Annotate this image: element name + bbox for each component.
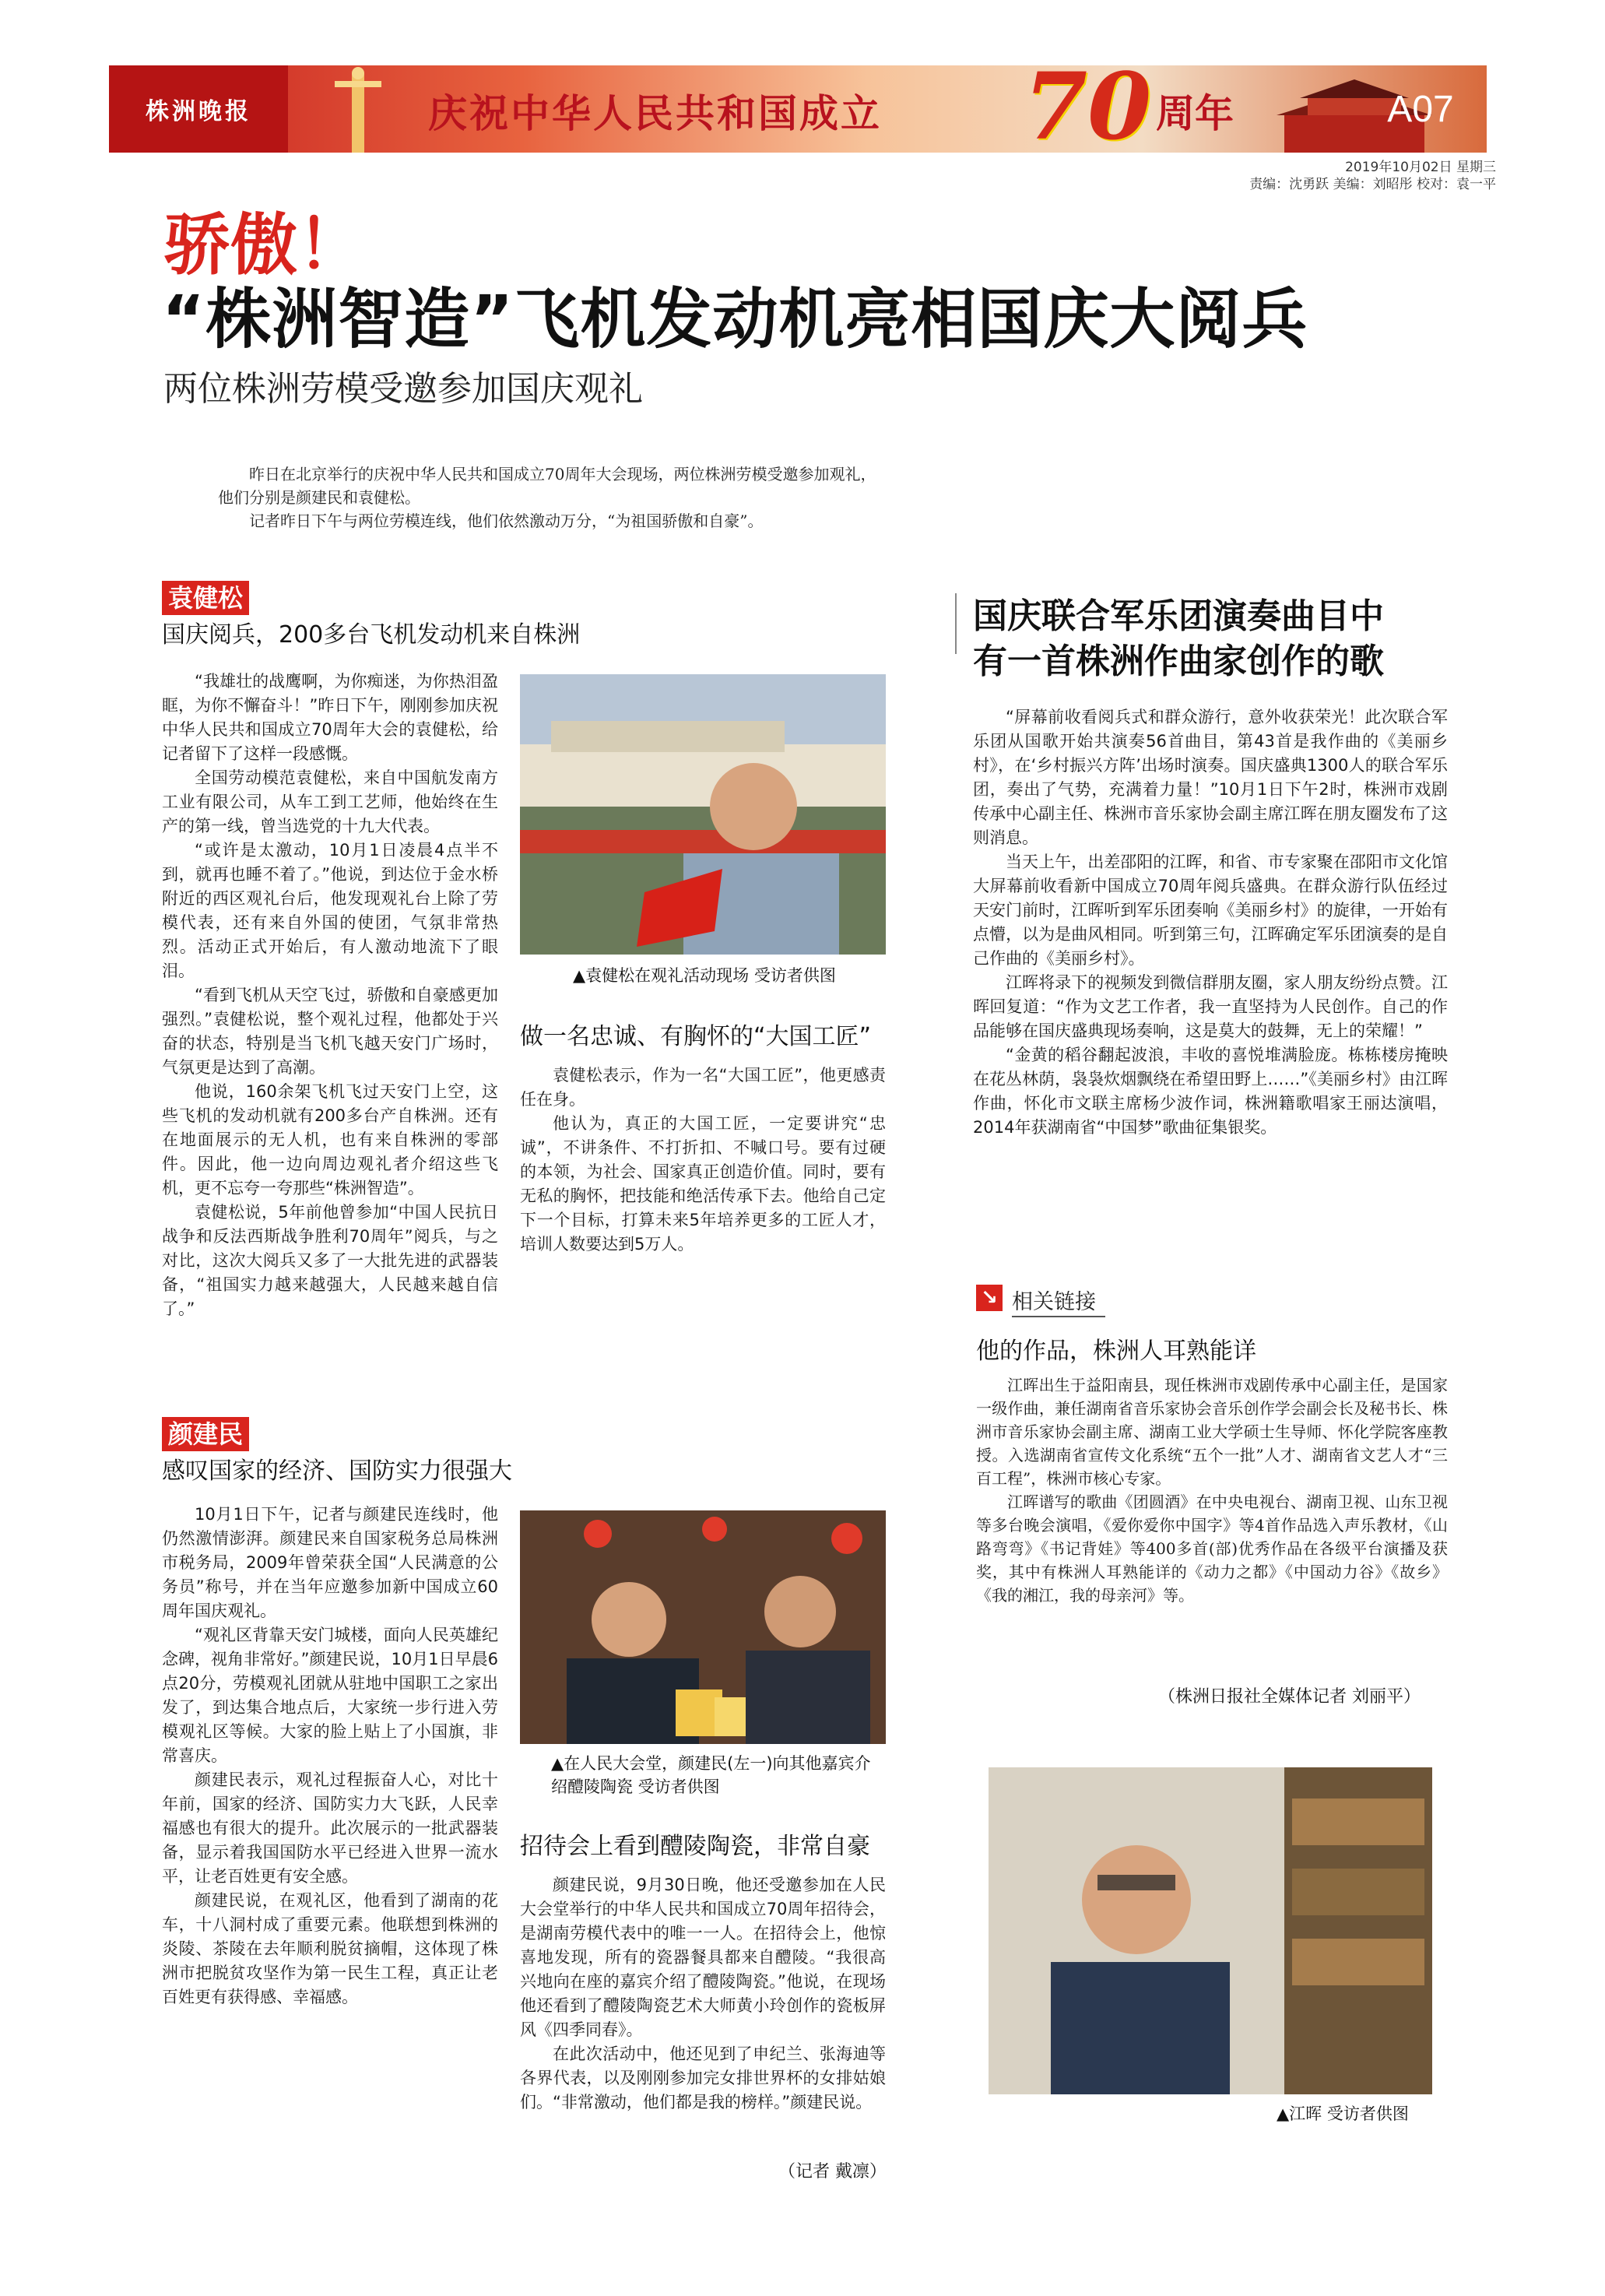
column-divider: [955, 593, 957, 654]
paragraph: 江晖将录下的视频发到微信群朋友圈，家人朋友纷纷点赞。江晖回复道：“作为文艺工作者，我一直坚持为人民创作。自己的作品能够在国庆盛典现场奏响，这是莫大的鼓舞，无上的荣耀！”: [973, 973, 1448, 1040]
article-jiang-body: [973, 705, 1448, 1140]
paragraph: 江晖谱写的歌曲《团圆酒》在中央电视台、湖南卫视、山东卫视等多台晚会演唱，《爱你爱你中国字》等4首作品选入声乐教材，《山路弯弯》《书记背娃》等400多首(部)优秀作品在各级平台演播及获奖，其中有株洲人耳熟能详的《动力之都》《中国动力谷》《故乡》《我的湘江，我的母亲河》等。: [976, 1493, 1448, 1605]
paragraph: “看到飞机从天空飞过，骄傲和自豪感更加强烈。”袁健松说，整个观礼过程，他都处于兴奋的状态，特别是当飞机飞越天安门广场时，气氛更是达到了高潮。: [162, 986, 498, 1077]
related-links-label: 相关链接: [1012, 1290, 1096, 1314]
date-line: 2019年10月02日 星期三: [1345, 160, 1496, 175]
paragraph: 袁健松表示，作为一名“大国工匠”，他更感责任在身。: [520, 1066, 886, 1109]
paragraph: 全国劳动模范袁健松，来自中国航发南方工业有限公司，从车工到工艺师，他始终在生产的第一线，曾当选党的十九大代表。: [162, 768, 498, 835]
newspaper-logo: 株洲晚报: [109, 65, 288, 153]
section-tag-yuan: 袁健松: [162, 581, 249, 615]
arrow-icon: ↘: [976, 1285, 1003, 1311]
photo-caption-yan: ▲在人民大会堂，颜建民(左一)向其他嘉宾介绍醴陵陶瓷 受访者供图: [551, 1754, 871, 1796]
related-links-body: [976, 1373, 1448, 1607]
lead-text: 记者昨日下午与两位劳模连线，他们依然激动万分，“为祖国骄傲和自豪”。: [249, 512, 764, 530]
banner-title: 庆祝中华人民共和国成立: [428, 91, 882, 136]
photo-yuan-jiansong: [520, 674, 886, 955]
page-number: A07: [1387, 88, 1454, 130]
masthead-banner: [109, 65, 1487, 153]
section-tag-yan: 颜建民: [162, 1417, 249, 1451]
headline-kicker: 骄傲！: [163, 206, 364, 284]
page-headline: “株洲智造”飞机发动机亮相国庆大阅兵: [162, 281, 1308, 357]
paragraph: 颜建民说，在观礼区，他看到了湖南的花车，十八洞村成了重要元素。他联想到株洲的炎陵、茶陵在去年顺利脱贫摘帽，这体现了株洲市把脱贫攻坚作为第一民生工程，真正让老百姓更有获得感、幸福感。: [162, 1891, 498, 2006]
huabiao-pillar-icon: [311, 65, 405, 153]
byline-dai-lin: （记者 戴凛）: [778, 2162, 887, 2182]
paragraph: 颜建民表示，观礼过程振奋人心，对比十年前，国家的经济、国防实力大飞跃，人民幸福感也有很大的提升。此次展示的一批武器装备，显示着我国国防水平已经进入世界一流水平，让老百姓更有安全感。: [162, 1770, 498, 1886]
section-subtitle-yan: 感叹国家的经济、国防实力很强大: [162, 1457, 512, 1485]
photo-jiang-hui: [989, 1767, 1432, 2094]
article-yuan-body: [162, 670, 498, 1321]
page-subheadline: 两位株洲劳模受邀参加国庆观礼: [163, 369, 643, 409]
article-yan-body: [162, 1503, 498, 2009]
related-links-underline: [1012, 1316, 1105, 1317]
paragraph: “金黄的稻谷翻起波浪，丰收的喜悦堆满脸庞。栋栋楼房掩映在花丛林荫，袅袅炊烟飘绕在希望田野上……”《美丽乡村》由江晖作曲，怀化市文联主席杨少波作词，株洲籍歌唱家王丽达演唱，2014年获湖南省“中国梦”歌曲征集银奖。: [973, 1046, 1448, 1137]
paragraph: 10月1日下午，记者与颜建民连线时，他仍然激情澎湃。颜建民来自国家税务总局株洲市税务局，2009年曾荣获全国“人民满意的公务员”称号，并在当年应邀参加新中国成立60周年国庆观礼。: [162, 1505, 498, 1620]
subhead-great-craftsman: 做一名忠诚、有胸怀的“大国工匠”: [520, 1023, 872, 1050]
editors-line: 责编：沈勇跃 美编：刘昭彤 校对：袁一平: [1249, 177, 1496, 192]
paragraph: “我雄壮的战鹰啊，为你痴迷，为你热泪盈眶，为你不懈奋斗！”昨日下午，刚刚参加庆祝中华人民共和国成立70周年大会的袁健松，给记者留下了这样一段感慨。: [162, 672, 498, 763]
banner-anniversary-number: 70: [1024, 65, 1152, 153]
story-headline-line1: 国庆联合军乐团演奏曲目中: [973, 596, 1384, 636]
paragraph: “屏幕前收看阅兵式和群众游行，意外收获荣光！此次联合军乐团从国歌开始共演奏56首曲目，第43首是我作曲的《美丽乡村》，在‘乡村振兴方阵’出场时演奏。国庆盛典1300人的联合军乐团，奏出了气势，充满着力量！”10月1日下午2时，株洲市戏剧传承中心副主任、株洲市音乐家协会副主席江晖在朋友圈发布了这则消息。: [973, 708, 1448, 847]
related-links-headline: 他的作品，株洲人耳熟能详: [976, 1338, 1256, 1365]
photo-caption-yuan: ▲袁健松在观礼活动现场 受访者供图: [573, 966, 836, 985]
section-subtitle-yuan: 国庆阅兵，200多台飞机发动机来自株洲: [162, 621, 581, 649]
photo-caption-jiang: ▲江晖 受访者供图: [1277, 2104, 1409, 2123]
paragraph: 江晖出生于益阳南县，现任株洲市戏剧传承中心副主任，是国家一级作曲，兼任湖南省音乐家协会音乐创作学会副会长及秘书长、株洲市音乐家协会副主席、湖南工业大学硕士生导师、怀化学院客座教授。入选湖南省宣传文化系统“五个一批”人才、湖南省文艺人才“三百工程”，株洲市核心专家。: [976, 1376, 1448, 1488]
paragraph: 当天上午，出差邵阳的江晖，和省、市专家聚在邵阳市文化馆大屏幕前收看新中国成立70周年阅兵盛典。在群众游行队伍经过天安门前时，江晖听到军乐团奏响《美丽乡村》的旋律，一开始有点懵，以为是曲风相同。听到第三句，江晖确定军乐团演奏的是自己作曲的《美丽乡村》。: [973, 853, 1448, 968]
paragraph: “或许是太激动，10月1日凌晨4点半不到，就再也睡不着了。”他说，到达位于金水桥附近的西区观礼台后，他发现观礼台上除了劳模代表，还有来自外国的使团，气氛非常热烈。活动正式开始后，有人激动地流下了眼泪。: [162, 841, 498, 980]
paragraph: 在此次活动中，他还见到了申纪兰、张海迪等各界代表，以及刚刚参加完女排世界杯的女排姑娘们。“非常激动，他们都是我的榜样。”颜建民说。: [520, 2045, 886, 2111]
photo-yan-illustration: [520, 1510, 886, 1744]
article-yuan-mini-body: [520, 1064, 886, 1257]
photo-yuan-illustration: [520, 674, 886, 955]
photo-yan-jianmin: [520, 1510, 886, 1744]
lead-text: 昨日在北京举行的庆祝中华人民共和国成立70周年大会现场，两位株洲劳模受邀参加观礼，他们分别是颜建民和袁健松。: [218, 465, 876, 507]
paragraph: 他说，160余架飞机飞过天安门上空，这些飞机的发动机就有200多台产自株洲。还有在地面展示的无人机，也有来自株洲的零部件。因此，他一边向周边观礼者介绍这些飞机，更不忘夸一夸那些“株洲智造”。: [162, 1082, 498, 1197]
paragraph: 他认为，真正的大国工匠，一定要讲究“忠诚”，不讲条件、不打折扣、不喊口号。要有过硬的本领，为社会、国家真正创造价值。同时，要有无私的胸怀，把技能和绝活传承下去。他给自己定下一个目标，打算未来5年培养更多的工匠人才，培训人数要达到5万人。: [520, 1114, 886, 1253]
paragraph: 颜建民说，9月30日晚，他还受邀参加在人民大会堂举行的中华人民共和国成立70周年招待会，是湖南劳模代表中的唯一一人。在招待会上，他惊喜地发现，所有的瓷器餐具都来自醴陵。“我很高兴地向在座的嘉宾介绍了醴陵陶瓷。”他说，在现场他还看到了醴陵陶瓷艺术大师黄小玲创作的瓷板屏风《四季同春》。: [520, 1876, 886, 2039]
story-headline-line2: 有一首株洲作曲家创作的歌: [973, 642, 1384, 681]
article-yan-mini-body: [520, 1873, 886, 2115]
lead-paragraph: [218, 462, 887, 533]
paragraph: 袁健松说，5年前他曾参加“中国人民抗日战争和反法西斯战争胜利70周年”阅兵，与之对比，这次大阅兵又多了一大批先进的武器装备，“祖国实力越来越强大，人民越来越自信了。”: [162, 1203, 498, 1318]
byline-liu-liping: （株洲日报社全媒体记者 刘丽平）: [1158, 1687, 1421, 1707]
subhead-liling-porcelain: 招待会上看到醴陵陶瓷，非常自豪: [520, 1833, 870, 1860]
paragraph: “观礼区背靠天安门城楼，面向人民英雄纪念碑，视角非常好。”颜建民说，10月1日早晨6点20分，劳模观礼团就从驻地中国职工之家出发了，到达集合地点后，大家统一步行进入劳模观礼区等候。大家的脸上贴上了小国旗，非常喜庆。: [162, 1626, 498, 1765]
photo-jiang-illustration: [989, 1767, 1432, 2094]
banner-anniversary-suffix: 周年: [1156, 91, 1234, 136]
